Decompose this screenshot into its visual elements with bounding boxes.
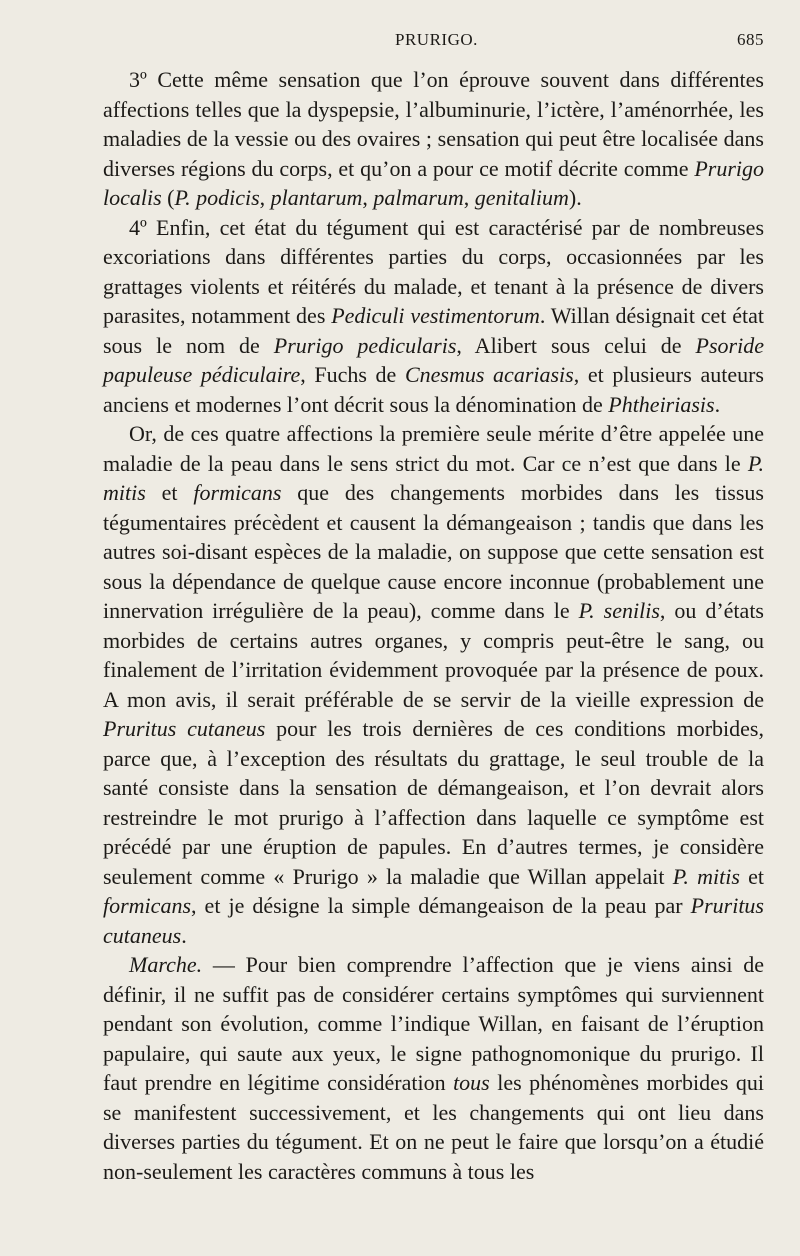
italic-text: Pruritus cutaneus [103,716,266,741]
text-run: 3º Cette même sensation que l’on éprouve souvent dans différentes affections telles que la dyspepsie, l’albuminurie, l’ictère, l’aménorrhée, les maladies de la vessie ou des ovaires ; sensation qui peut être localisée dans diverses régions du corps, et qu’on a pour ce motif décrite comme [103,67,764,181]
text-run: Or, de ces quatre affections la première seule mérite d’être appelée une maladie de la peau dans le sens strict du mot. Car ce n’est que dans le [103,421,764,476]
italic-text: Psoride papuleuse pédiculaire [103,332,764,387]
italic-text: P. podicis [174,185,260,210]
italic-text: Cnesmus acariasis [404,362,574,387]
paragraph [103,213,764,420]
italic-text: palmarum [373,185,464,210]
italic-text: Pediculi vestimentorum [331,303,540,328]
text-run: . [714,391,721,417]
text-run: , [362,185,374,210]
text-run: pour les trois dernières de ces conditions morbides, parce que, à l’exception des résultats du grattage, le seul trouble de la santé consiste dans la sensation de démangeaison, et l’on devrait alors restreindre le mot prurigo à l’affection dans laquelle ce symptôme est précédé par une éruption de papules. En d’autres termes, je considère seulement comme « Prurigo » la maladie que Willan appelait [103,716,764,889]
text-run: , Fuchs de [300,362,405,387]
text-run: , et plusieurs auteurs anciens et modernes l’ont décrit sous la dénomination de [103,362,764,417]
italic-text: Prurigo localis [103,155,764,210]
text-run: et [739,863,764,889]
text-run: . [181,922,187,948]
text-run: . Willan désignait cet état sous le nom de [103,303,764,358]
text-run: , [463,185,475,210]
italic-text: formicans [103,893,191,918]
paragraph [103,65,764,213]
italic-text: P. senilis [578,598,660,623]
text-run: 4º Enfin, cet état du tégument qui est caractérisé par de nombreuses excoriations dans différentes parties du corps, occasionnées par les grattages violents et réitérés du malade, et tenant à la présence de divers parasites, notamment des [103,214,764,328]
paragraph [103,419,764,950]
body-text [103,65,764,1186]
italic-text: Pruritus cutaneus [103,893,764,948]
italic-text: Phtheiriasis [608,391,715,417]
text-run: et [145,480,194,505]
text-run: que des changements morbides dans les tissus tégumentaires précèdent et causent la démangeaison ; tandis que dans les autres soi-disant espèces de la maladie, on suppose que cette sensation est sous la dépendance de quelque cause encore inconnue (probablement une innervation irrégulière de la peau), comme dans le [103,480,764,623]
text-run: , [259,185,271,210]
italic-text: tous [453,1070,490,1095]
text-run: , Alibert sous celui de [456,332,696,358]
italic-text: P. mitis [672,863,740,889]
text-run: , ou d’états morbides de certains autres organes, y compris peut-être le sang, ou finalement de l’irritation évidemment provoquée par la présence de poux. A mon avis, il serait préférable de se servir de la vieille expression de [103,598,764,712]
running-head [103,30,764,56]
text-run: — Pour bien comprendre l’affection que je viens ainsi de définir, il ne suffit pas de considérer certains symptômes qui surviennent pendant son évolution, comme l’indique Willan, en faisant de l’éruption papulaire, qui saute aux yeux, le signe pathognomonique du prurigo. Il faut prendre en légitime considération [103,952,764,1095]
running-title: PRURIGO. [395,30,478,49]
italic-text: plantarum [270,185,363,210]
italic-text: Prurigo pedicularis [273,332,457,358]
text-run: ( [161,185,175,210]
italic-text: Marche. [129,952,203,977]
italic-text: formicans [193,480,282,505]
italic-text: P. mitis [103,450,764,505]
text-run: ). [568,185,582,210]
text-run: les phénomènes morbides qui se manifestent successivement, et les changements qui ont lieu dans diverses parties du tégument. Et on ne peut le faire que lorsqu’on a étudié non-seulement les caractères communs à tous les [103,1070,764,1184]
italic-text: genitalium [474,185,569,210]
text-run: , et je désigne la simple démangeaison de la peau par [191,893,691,918]
paragraph [103,950,764,1186]
page-number: 685 [737,30,764,49]
